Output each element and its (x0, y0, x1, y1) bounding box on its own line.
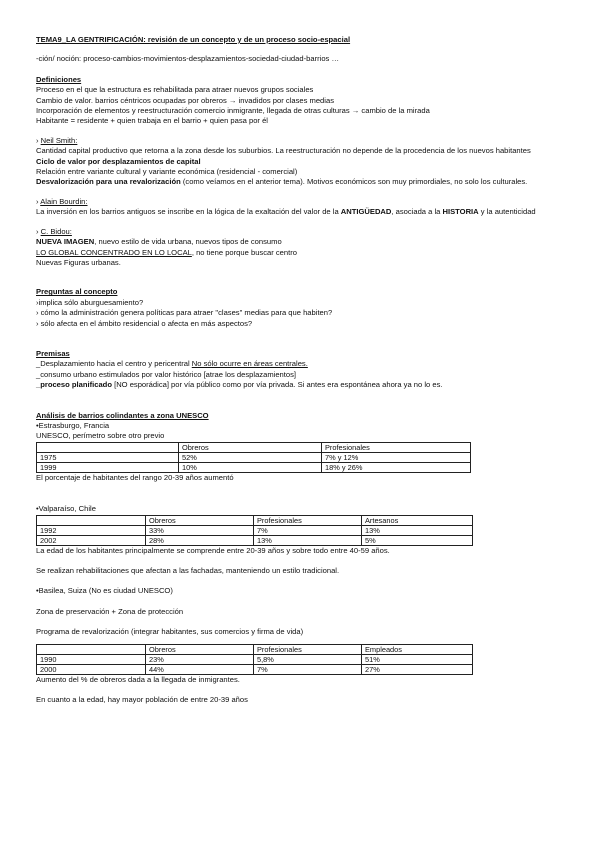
bourdin-author-line (36, 197, 566, 207)
smith-author-line (36, 136, 566, 146)
premisas-section (36, 349, 566, 391)
table-cell: 18% y 26% (322, 462, 471, 472)
table-header-row (37, 442, 471, 452)
bidou-author: C. Bidou: (40, 226, 72, 236)
table-header-row (37, 515, 473, 525)
bullet-prefix: › (36, 226, 41, 236)
definicion-line: Incorporación de elementos y reestructuración comercio inmigrante, llegada de otras culturas → cambio de la mirada (36, 106, 430, 116)
definicion-line: Proceso en el que la estructura es rehabilitada para atraer nuevos grupos sociales (36, 85, 314, 95)
subtitle: -ción/ noción: proceso-cambios-movimientos-desplazamientos-sociedad-ciudad-barrios … (36, 54, 340, 64)
table-cell: 51% (362, 654, 473, 664)
table-cell: 5,8% (254, 654, 362, 664)
table-cell: 2000 (37, 664, 146, 674)
table-note: Se realizan rehabilitaciones que afectan a las fachadas, manteniendo un estilo tradicional. (36, 566, 340, 575)
table-row (37, 664, 473, 674)
table-cell: 13% (254, 535, 362, 545)
table-cell: 7% (254, 525, 362, 535)
bidou-text: , no tiene porque buscar centro (191, 247, 297, 257)
bourdin-section (36, 197, 566, 218)
table-note: Aumento del % de obreros dada a la llegada de inmigrantes. (36, 674, 240, 684)
bidou-author-line (36, 227, 566, 237)
table-note: El porcentaje de habitantes del rango 20-39 años aumentó (36, 472, 234, 482)
table-row (37, 654, 473, 664)
definiciones-heading: Definiciones (36, 74, 82, 84)
table-header-cell: Profesionales (322, 442, 471, 452)
document-title: TEMA9_LA GENTRIFICACIÓN: revisión de un concepto y de un proceso socio-espacial (36, 35, 351, 44)
table-row (37, 462, 471, 472)
table-cell: 1975 (37, 452, 179, 462)
basilea-line: Programa de revalorización (integrar habitantes, sus comercios y firma de vida) (36, 627, 304, 637)
bidou-section (36, 227, 566, 269)
table-header-cell: Obreros (146, 515, 254, 525)
table-note: En cuanto a la edad, hay mayor población de entre 20-39 años (36, 695, 248, 705)
table-cell: 27% (362, 664, 473, 674)
table-header-cell: Artesanos (362, 515, 473, 525)
table-cell: 13% (362, 525, 473, 535)
table-cell: 7% (254, 664, 362, 674)
table-header-cell: Empleados (362, 644, 473, 654)
table-cell: 5% (362, 535, 473, 545)
definicion-line: Habitante = residente + quien trabaja en el barrio + quien pasa por él (36, 116, 268, 126)
bourdin-text: La inversión en los barrios antiguos se inscribe en la lógica de la exaltación del valor de la (36, 207, 341, 217)
estrasburgo-table (36, 442, 471, 473)
premisa-text: [NO esporádica] por vía público como por vía privada. Si antes era espontánea ahora ya no lo es. (111, 380, 443, 390)
table-row (37, 525, 473, 535)
table-cell: 44% (146, 664, 254, 674)
smith-section (36, 136, 566, 188)
table-cell: 2002 (37, 535, 146, 545)
table-cell: 7% y 12% (322, 452, 471, 462)
pregunta-line: › sólo afecta en el ámbito residencial o afecta en más aspectos? (36, 318, 253, 328)
bidou-line: Nuevas Figuras urbanas. (36, 257, 121, 267)
table-cell: 10% (179, 462, 322, 472)
preguntas-section (36, 287, 566, 329)
city-name: •Basilea, Suiza (No es ciudad UNESCO) (36, 586, 173, 596)
bourdin-bold: HISTORIA (442, 207, 479, 217)
smith-bold-phrase: Desvalorización para una revalorización (36, 177, 181, 187)
table-note: La edad de los habitantes principalmente se comprende entre 20-39 años y sobre todo entre 40-59 años. (36, 545, 390, 555)
pregunta-line: › cómo la administración genera políticas para atraer "clases" medias para que habiten? (36, 308, 333, 318)
table-row (37, 452, 471, 462)
city-name: •Valparaíso, Chile (36, 504, 96, 514)
table-cell: 1992 (37, 525, 146, 535)
bourdin-text: y la autenticidad (478, 207, 536, 217)
table-cell: 1999 (37, 462, 179, 472)
bidou-line (36, 248, 566, 258)
analisis-section (36, 411, 566, 706)
table-header-cell (37, 515, 146, 525)
definiciones-section (36, 75, 566, 127)
city-name: •Estrasburgo, Francia (36, 420, 110, 430)
premisa-underlined: No sólo ocurre en áreas centrales. (191, 359, 308, 369)
bidou-line (36, 237, 566, 247)
table-cell: 52% (179, 452, 322, 462)
pregunta-line: ›implica sólo aburguesamiento? (36, 297, 144, 307)
bullet-prefix: › (36, 196, 41, 206)
premisa-line: _consumo urbano estimulados por valor histórico [atrae los desplazamientos] (36, 369, 297, 379)
premisas-heading: Premisas (36, 348, 70, 358)
smith-line (36, 177, 566, 187)
analisis-heading: Análisis de barrios colindantes a zona UNESCO (36, 410, 209, 420)
bidou-text: , nuevo estilo de vida urbana, nuevos tipos de consumo (94, 237, 282, 247)
basilea-line: Zona de preservación + Zona de protección (36, 606, 184, 616)
table-row (37, 535, 473, 545)
table-header-cell (37, 442, 179, 452)
smith-line: Cantidad capital productivo que retorna a la zona desde los suburbios. La reestructuración no depende de la procedencia de los nuevos habitantes (36, 146, 531, 156)
bourdin-bold: ANTIGÜEDAD (340, 207, 392, 217)
table-header-cell: Obreros (146, 644, 254, 654)
document-page (36, 35, 566, 705)
premisa-line (36, 359, 566, 369)
table-header-row (37, 644, 473, 654)
table-cell: 28% (146, 535, 254, 545)
valparaiso-table (36, 515, 473, 546)
bidou-bold: NUEVA IMAGEN (36, 237, 95, 247)
smith-text: (como veíamos en el anterior tema). Motivos económicos son muy primordiales, no solo los culturales. (180, 177, 528, 187)
bourdin-line (36, 207, 566, 217)
city-note: UNESCO, perímetro sobre otro previo (36, 431, 165, 441)
smith-bold-line: Ciclo de valor por desplazamientos de capital (36, 156, 201, 166)
table-cell: 1990 (37, 654, 146, 664)
bourdin-author: Alain Bourdin: (40, 196, 88, 206)
table-header-cell (37, 644, 146, 654)
table-cell: 33% (146, 525, 254, 535)
smith-line: Relación entre variante cultural y variante económica (residencial - comercial) (36, 167, 298, 177)
bidou-underlined: LO GLOBAL CONCENTRADO EN LO LOCAL (36, 247, 192, 257)
premisa-line (36, 380, 566, 390)
table-cell: 23% (146, 654, 254, 664)
table-header-cell: Obreros (179, 442, 322, 452)
preguntas-heading: Preguntas al concepto (36, 287, 118, 297)
premisa-bold: _proceso planificado (36, 380, 112, 390)
smith-author: Neil Smith: (40, 135, 78, 145)
table-header-cell: Profesionales (254, 515, 362, 525)
bullet-prefix: › (36, 135, 41, 145)
basilea-table (36, 644, 473, 675)
definicion-line: Cambio de valor. barrios céntricos ocupadas por obreros → invadidos por clases medias (36, 95, 334, 105)
premisa-text: _Desplazamiento hacia el centro y pericentral (36, 359, 192, 369)
bourdin-text: , asociada a la (391, 207, 443, 217)
table-header-cell: Profesionales (254, 644, 362, 654)
